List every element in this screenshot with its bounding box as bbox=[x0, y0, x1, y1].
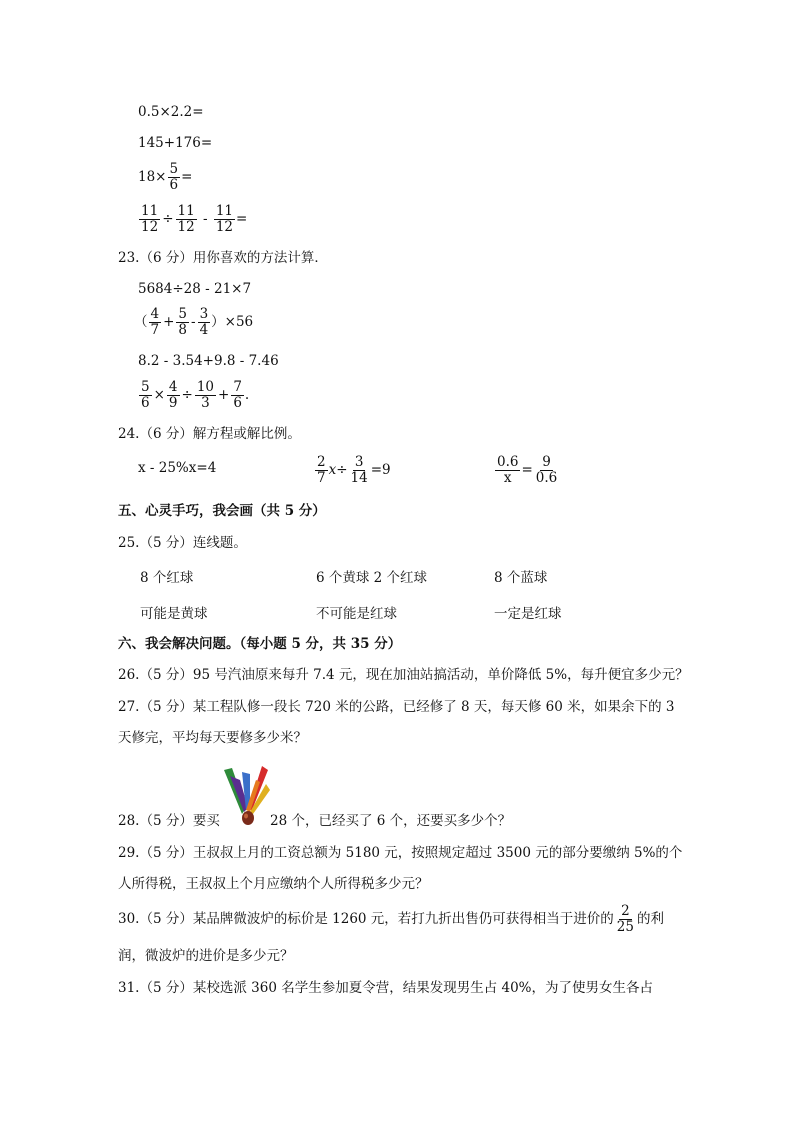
fraction: $\frac{5}{8}$ bbox=[178, 306, 187, 338]
q22-item-a: 0.5×2.2= bbox=[138, 104, 204, 120]
q29-line-2: 人所得税，王叔叔上个月应缴纳个人所得税多少元？ bbox=[118, 876, 429, 892]
fraction: $\frac{9}{0.6}$ bbox=[535, 454, 558, 486]
shuttlecock-icon bbox=[220, 762, 270, 828]
fraction: $\frac{2}{25}$ bbox=[616, 903, 634, 935]
q24-equation-1: x - 25%x=4 bbox=[138, 460, 217, 476]
section-6-heading: 六、我会解决问题。（每小题 5 分，共 35 分） bbox=[118, 636, 402, 652]
q25-bottom-option-3: 一定是红球 bbox=[494, 606, 562, 622]
fraction: $\frac{10}{3}$ bbox=[196, 379, 214, 411]
section-5-heading: 五、心灵手巧，我会画（共 5 分） bbox=[118, 503, 326, 519]
fraction: $\frac{3}{14}$ bbox=[350, 454, 368, 486]
q26-text: 26.（5 分）95 号汽油原来每升 7.4 元，现在加油站搞活动，单价降低 5%，每升便宜多少元？ bbox=[118, 667, 689, 683]
fraction: $\frac{11}{12}$ bbox=[215, 203, 234, 235]
q22-item-d: $\frac{11}{12}$ ÷ $\frac{11}{12}$ - $\frac{11}{12}$ = bbox=[141, 203, 248, 235]
q22-c-prefix: 18× bbox=[138, 169, 167, 185]
q27-line-1: 27.（5 分）某工程队修一段长 720 米的公路，已经修了 8 天，每天修 60 米，如果余下的 3 bbox=[118, 699, 675, 715]
q29-line-1: 29.（5 分）王叔叔上月的工资总额为 5180 元，按照规定超过 3500 元的部分要缴纳 5%的个 bbox=[118, 845, 683, 861]
q25-top-option-1: 8 个红球 bbox=[140, 570, 194, 586]
fraction: $\frac{7}{6}$ bbox=[233, 379, 242, 411]
q24-equation-3: $\frac{0.6}{x}$ = $\frac{9}{0.6}$ bbox=[497, 454, 558, 486]
q30-line-2: 润，微波炉的进价是多少元？ bbox=[118, 948, 294, 964]
fraction: $\frac{5}{6}$ bbox=[169, 161, 179, 193]
q23-item-c: 8.2 - 3.54+9.8 - 7.46 bbox=[138, 353, 279, 369]
fraction: $\frac{0.6}{x}$ bbox=[497, 454, 519, 486]
fraction: $\frac{11}{12}$ bbox=[177, 203, 195, 235]
fraction: $\frac{11}{12}$ bbox=[141, 203, 159, 235]
q22-item-b: 145+176= bbox=[138, 135, 213, 151]
q27-line-2: 天修完，平均每天要修多少米？ bbox=[118, 730, 307, 746]
q23-item-b: （ $\frac{4}{7}$ + $\frac{5}{8}$ - $\frac{3}{4}$ ）×56 bbox=[134, 306, 254, 338]
q25-bottom-option-1: 可能是黄球 bbox=[140, 606, 208, 622]
q30-line-1: 30.（5 分）某品牌微波炉的标价是 1260 元，若打九折出售仍可获得相当于进价的 $\frac{2}{25}$ 的利 bbox=[118, 903, 664, 935]
q25-top-option-3: 8 个蓝球 bbox=[494, 570, 548, 586]
q28-text-suffix: 28 个，已经买了 6 个，还要买多少个？ bbox=[270, 813, 512, 829]
q23-item-a: 5684÷28 - 21×7 bbox=[138, 281, 252, 297]
fraction: $\frac{4}{7}$ bbox=[150, 306, 160, 338]
fraction: $\frac{2}{7}$ bbox=[317, 454, 326, 486]
fraction: $\frac{4}{9}$ bbox=[168, 379, 178, 411]
q23-title: 23.（6 分）用你喜欢的方法计算． bbox=[118, 250, 328, 266]
q24-equation-2: $\frac{2}{7}$ x÷ $\frac{3}{14}$ =9 bbox=[317, 454, 391, 486]
fraction: $\frac{5}{6}$ bbox=[141, 379, 150, 411]
q25-bottom-option-2: 不可能是红球 bbox=[316, 606, 397, 622]
q22-item-c: 18× $\frac{5}{6}$ = bbox=[138, 161, 193, 193]
q28-text-prefix: 28.（5 分）要买 bbox=[118, 813, 220, 829]
fraction: $\frac{3}{4}$ bbox=[199, 306, 209, 338]
q31-line-1: 31.（5 分）某校选派 360 名学生参加夏令营，结果发现男生占 40%，为了使男女生各占 bbox=[118, 980, 653, 996]
q23-item-d: $\frac{5}{6}$ × $\frac{4}{9}$ ÷ $\frac{10}{3}$ + $\frac{7}{6}$ . bbox=[141, 379, 250, 411]
q24-title: 24.（6 分）解方程或解比例。 bbox=[118, 426, 301, 442]
q25-top-option-2: 6 个黄球 2 个红球 bbox=[316, 570, 428, 586]
q25-title: 25.（5 分）连线题。 bbox=[118, 535, 247, 551]
